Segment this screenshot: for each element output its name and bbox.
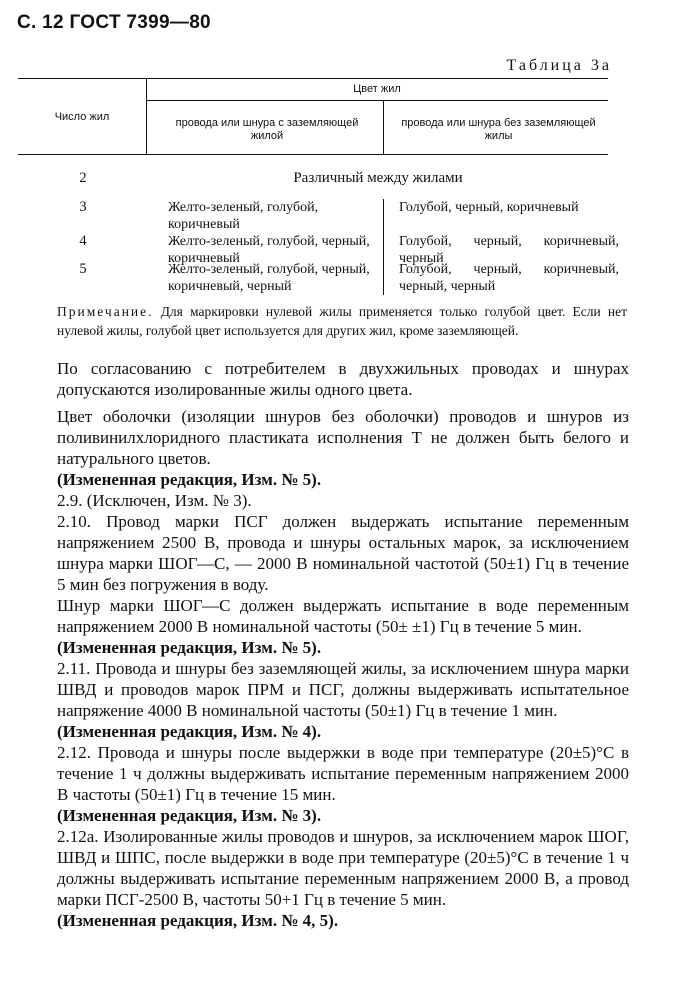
row-without-ground-colors: Голубой, черный, коричневый, черный: [399, 234, 619, 266]
header-wire-color: Цвет жил: [353, 83, 401, 95]
row-count: 4: [79, 233, 87, 249]
row-merged-value: Различный между жилами: [293, 170, 463, 186]
amendment-note: (Измененная редакция, Изм. № 4, 5).: [57, 911, 339, 930]
paragraph: Цвет оболочки (изоляции шнуров без оболочки) проводов и шнуров из поливинилхлоридного пластиката исполнения Т не должен быть белого и натурального цветов.: [57, 407, 629, 468]
table-subcol-divider: [383, 100, 384, 154]
row-count: 5: [79, 261, 87, 277]
row-count: 2: [79, 170, 87, 186]
amendment-note: (Измененная редакция, Изм. № 3).: [57, 806, 322, 825]
clause-2-10: 2.10. Провод марки ПСГ должен выдержать испытание переменным напряжением 2500 В, провода и шнуры остальных марок, за исключением шнура марки ШОГ—С, — 2000 В номинальной частотой (50±1) Гц в течение 5 мин без погружения в воду.: [57, 512, 629, 594]
amendment-note: (Измененная редакция, Изм. № 5).: [57, 638, 322, 657]
row-divider: [383, 199, 384, 235]
paragraph: По согласованию с потребителем в двухжильных проводах и шнурах допускаются изолированные жилы одного цвета.: [57, 359, 629, 399]
paragraph: Шнур марки ШОГ—С должен выдержать испытание в воде переменным напряжением 2000 В номинальной частоты (50± ±1) Гц в течение 5 мин.: [57, 596, 629, 636]
main-text: [57, 358, 629, 931]
table-caption: Таблица 3а: [506, 57, 612, 74]
row-with-ground-colors: Желто-зеленый, голубой, коричневый: [168, 200, 319, 232]
subheader-without-ground: провода или шнура без заземляющей жилы: [401, 117, 596, 142]
clause-2-11: 2.11. Провода и шнуры без заземляющей жилы, за исключением шнура марки ШВД и проводов марок ПРМ и ПСГ, должны выдерживать испытательное напряжение 4000 В номинальной частоты (50±1) Гц в течение 1 мин.: [57, 659, 629, 720]
row-without-ground-colors: Голубой, черный, коричневый, черный, черный: [399, 262, 619, 294]
note-text: Для маркировки нулевой жилы применяется только голубой цвет. Если нет нулевой жилы, голубой цвет используется для других жил, кроме заземляющей.: [57, 304, 627, 338]
row-divider: [383, 261, 384, 295]
note-label: Примечание.: [57, 304, 154, 319]
amendment-note: (Измененная редакция, Изм. № 4).: [57, 722, 322, 741]
table-note: [57, 302, 627, 340]
row-without-ground-colors: Голубой, черный, коричневый: [399, 200, 579, 215]
amendment-note: (Измененная редакция, Изм. № 5).: [57, 470, 322, 489]
page-header: С. 12 ГОСТ 7399—80: [17, 12, 211, 33]
table-top-rule: [18, 78, 608, 79]
row-count: 3: [79, 199, 87, 215]
table-subheader-rule: [146, 100, 608, 101]
subheader-with-ground: провода или шнура с заземляющей жилой: [175, 117, 359, 142]
clause-2-12a: 2.12а. Изолированные жилы проводов и шнуров, за исключением марок ШОГ, ШВД и ШПС, после выдержки в воде при температуре (20±5)°С в течение 1 ч должны выдерживать испытание переменным напряжением 2000 В, а провод марки ПСГ-2500 В, частоты 50+1 Гц в течение 5 мин.: [57, 827, 629, 909]
row-with-ground-colors: Желто-зеленый, голубой, черный, коричневый: [168, 234, 370, 266]
clause-2-9: 2.9. (Исключен, Изм. № 3).: [57, 491, 252, 510]
row-with-ground-colors: Желто-зеленый, голубой, черный, коричневый, черный: [168, 262, 370, 294]
header-wire-count: Число жил: [54, 111, 110, 123]
table-header-bottom-rule: [18, 154, 608, 155]
clause-2-12: 2.12. Провода и шнуры после выдержки в воде при температуре (20±5)°С в течение 1 ч должны выдерживать испытание переменным напряжением 2000 В частоты (50±1) Гц в течение 15 мин.: [57, 743, 629, 804]
